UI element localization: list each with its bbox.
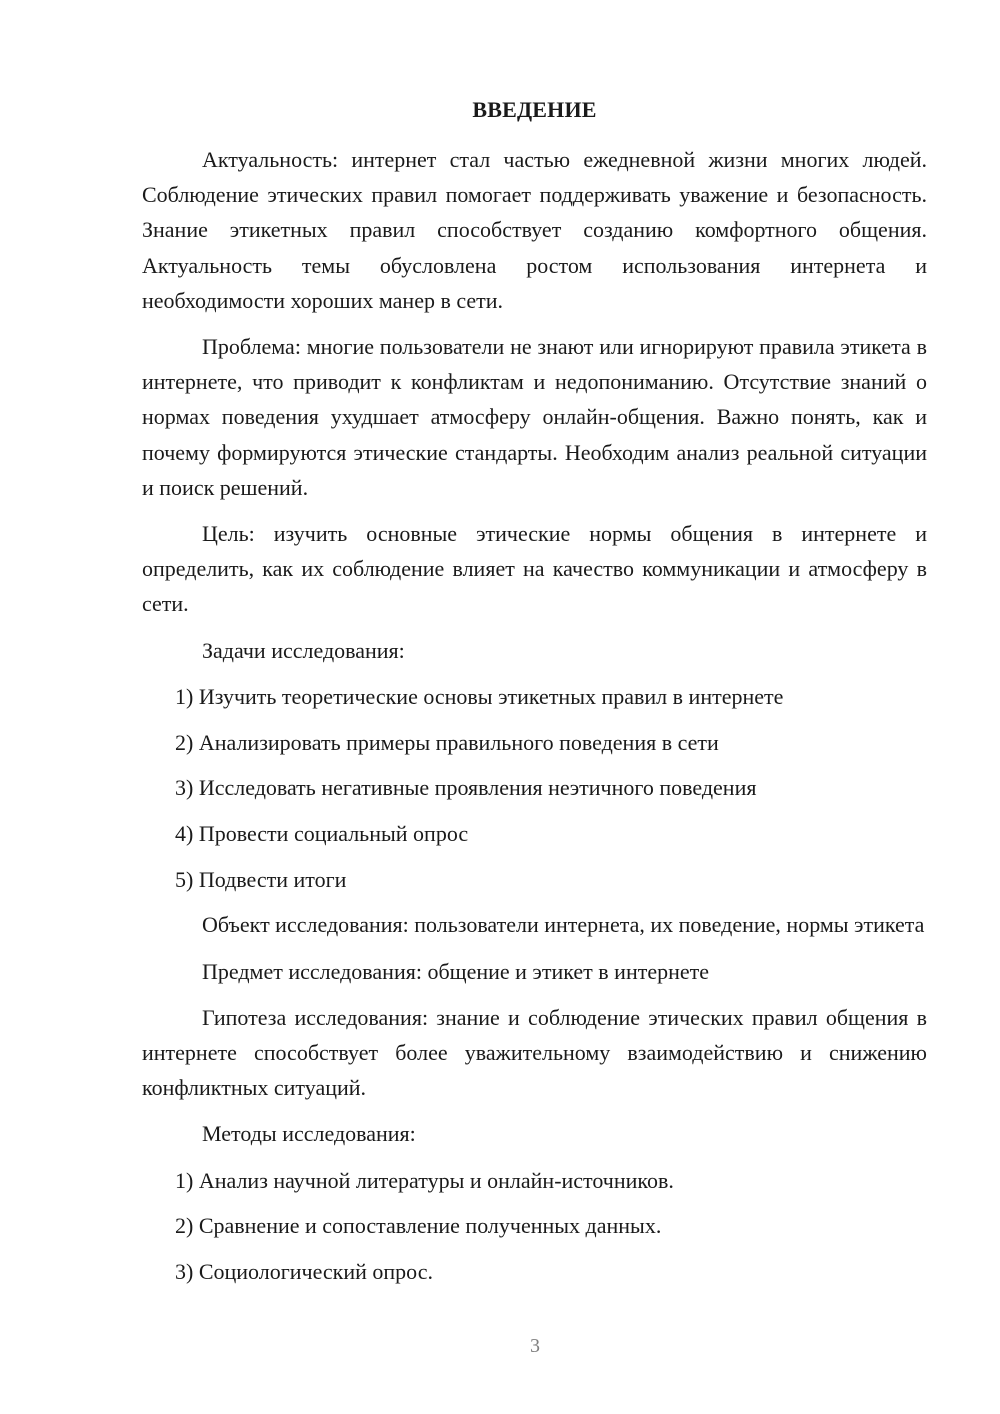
page-title: ВВЕДЕНИЕ xyxy=(472,97,597,122)
task-item-3: 3) Исследовать негативные проявления неэтичного поведения xyxy=(175,775,757,801)
relevance-paragraph: Актуальность: интернет стал частью ежедневной жизни многих людей. Соблюдение этических правил помогает поддерживать уважение и безопасность. Знание этикетных правил способствует созданию комфортного общения. Актуальность темы обусловлена ростом использования интернета и необходимости хороших манер в сети. xyxy=(142,147,927,313)
methods-list xyxy=(142,1163,927,1290)
document-page xyxy=(142,94,927,1300)
hypothesis-paragraph: Гипотеза исследования: знание и соблюдение этических правил общения в интернете способствует более уважительному взаимодействию и снижению конфликтных ситуаций. xyxy=(142,1004,927,1101)
method-item-1: 1) Анализ научной литературы и онлайн-источников. xyxy=(175,1167,674,1193)
method-item-3: 3) Социологический опрос. xyxy=(175,1258,433,1284)
page-number: 3 xyxy=(530,1335,540,1357)
tasks-heading: Задачи исследования: xyxy=(202,637,405,663)
task-item-4: 4) Провести социальный опрос xyxy=(175,820,469,846)
problem-paragraph: Проблема: многие пользователи не знают или игнорируют правила этикета в интернете, что приводит к конфликтам и недопониманию. Отсутствие знаний о нормах поведения ухудшает атмосферу онлайн-общения. Важно понять, как и почему формируются этические стандарты. Необходим анализ реальной ситуации и поиск решений. xyxy=(142,334,927,500)
task-item-5: 5) Подвести итоги xyxy=(175,866,347,892)
object-paragraph: Объект исследования: пользователи интернета, их поведение, нормы этикета xyxy=(202,912,925,938)
task-item-2: 2) Анализировать примеры правильного поведения в сети xyxy=(175,729,719,755)
methods-heading: Методы исследования: xyxy=(202,1121,416,1147)
task-item-1: 1) Изучить теоретические основы этикетных правил в интернете xyxy=(175,683,784,709)
goal-paragraph: Цель: изучить основные этические нормы общения в интернете и определить, как их соблюдение влияет на качество коммуникации и атмосферу в сети. xyxy=(142,521,927,617)
subject-paragraph: Предмет исследования: общение и этикет в интернете xyxy=(202,958,710,984)
method-item-2: 2) Сравнение и сопоставление полученных данных. xyxy=(175,1213,662,1239)
tasks-list xyxy=(142,679,927,897)
